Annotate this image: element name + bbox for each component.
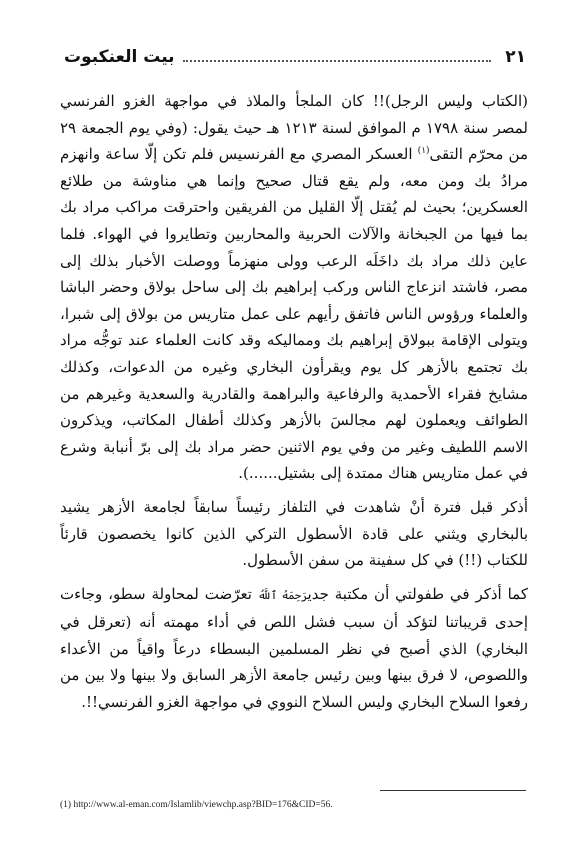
running-title: بيت العنكبوت: [64, 47, 175, 67]
footnote: (1) http://www.al-eman.com/Islamlib/viewchp.asp?BID=176&CID=56.: [60, 800, 333, 810]
paragraph-1-text-b: العسكر المصري مع الفرنسيس فلم تكن إلّا ساعة وانهزم مرادُ بك ومن معه، ولم يقع قتال صحيح وإنما هي مناوشة من طلائع العسكرين؛ بحيث لم يُقتل إلّا القليل من الفريقين واحترقت مراكب مراد بك بما فيها من الجبخانة والآلات الحربية والمحاربين وتطايروا في الهواء. فلما عاين ذلك مراد بك داخَلَه الرعب وولى منهزماً ووصلت الأخبار بذلك إلى مصر، فاشتد انزعاج الناس وركب إبراهيم بك إلى ساحل بولاق وحضر الباشا والعلماء ورؤوس الناس فاتفق رأيهم على عمل متاريس من بولاق إلى شبرا، ويتولى الإقامة ببولاق إبراهيم بك ومماليكه وقد كانت العلماء عند توجُّه مراد بك تجتمع بالأزهر كل يوم ويقرأون البخاري وغيره من الدعوات، وكذلك مشايخ فقراء الأحمدية والرفاعية والبراهمة والقادرية والسعدية وغيرهم من الطوائف ويعملون لهم مجالسَ بالأزهر وكذلك أطفال المكاتب، ويذكرون الاسم اللطيف وغير من وفي يوم الاثنين حضر مراد بك إلى برّ أنبابة وشرع في عمل متاريس هناك ممتدة إلى بشتيل......).: [60, 145, 528, 483]
footnote-reference: (١): [417, 146, 430, 157]
body-text: [60, 88, 528, 716]
footnote-separator: [380, 790, 526, 791]
honorific-glyph: رَحِمَهُ ٱللَّهُ: [257, 588, 308, 602]
paragraph-1: [60, 88, 528, 487]
header-dotted-leader: [183, 59, 492, 62]
paragraph-3-text-b: تعرّضت لمحاولة سطو، وجاءت إحدى قريباتنا لتؤكد أن سبب فشل اللص في أداء مهمته أنه (تعرقل في البخاري) الذي أصبح في نظر المسلمين البسطاء درعاً واقياً من الأعداء واللصوص، لا فرق بينها وبين رئيس جامعة الأزهر السابق ولا بينها ولا بين من رفعوا السلاح البخاري وليس السلاح النووي في مواجهة الغزو الفرنسي!!.: [60, 584, 528, 712]
running-header: [64, 40, 526, 68]
paragraph-3: [60, 581, 528, 716]
paragraph-2: أذكر قبل فترة أنْ شاهدت في التلفاز رئيساً سابقاً لجامعة الأزهر يشيد بالبخاري ويثني على قادة الأسطول التركي الذين كانوا يخصصون قارئاً للكتاب (!!) في كل سفينة من سفن الأسطول.: [60, 497, 528, 570]
paragraph-1-text-a: (الكتاب وليس الرجل)!! كان الملجأ والملاذ في مواجهة الغزو الفرنسي لمصر سنة ١٧٩٨ م الموافق لسنة ١٢١٣ هـ حيث يقول: (وفي يوم الجمعة ٢٩ من محرّم التقى: [60, 92, 528, 164]
page-number: ٢١: [505, 47, 526, 67]
paragraph-3-text-a: كما أذكر في طفولتي أن مكتبة جدي: [307, 584, 528, 603]
